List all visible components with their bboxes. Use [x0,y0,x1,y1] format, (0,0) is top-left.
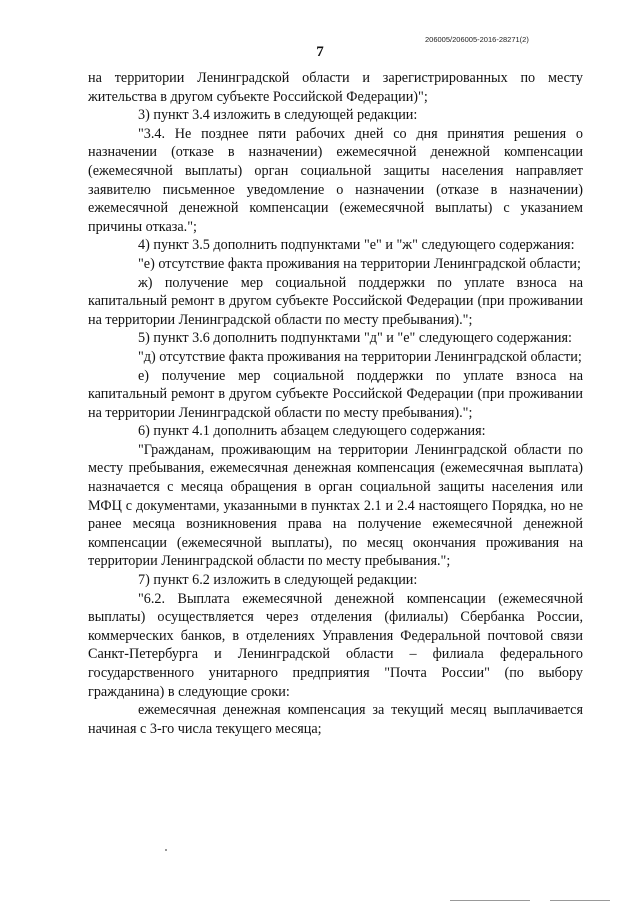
paragraph: 5) пункт 3.6 дополнить подпунктами "д" и "е" следующего содержания: [138,330,572,347]
paragraph: 4) пункт 3.5 дополнить подпунктами "е" и "ж" следующего содержания: [138,237,575,254]
scan-speck [165,849,167,851]
paragraph: "6.2. Выплата ежемесячной денежной компенсации (ежемесячной выплаты) осуществляется через отделения (филиалы) Сбербанка России, коммерческих банков, в отделениях Управления Федеральной почтовой связи Санкт-Петербурга и Ленинградской области – филиала федерального государственного унитарного предприятия "Почта России" (по выбору гражданина) в следующие сроки: [88,590,583,700]
paragraph: "3.4. Не позднее пяти рабочих дней со дня принятия решения о назначении (отказе в назначении) ежемесячной денежной компенсации (ежемесячной выплаты) орган социальной защиты населения направляет заявителю письменное уведомление о назначении (отказе в назначении) ежемесячной денежной компенсации (ежемесячной выплаты) с указанием причины отказа."; [88,125,583,235]
document-id: 206005/206005-2016-28271(2) [425,35,529,44]
paragraph: е) получение мер социальной поддержки по уплате взноса на капитальный ремонт в другом субъекте Российской Федерации (при проживании на территории Ленинградской области по месту пребывания)."; [88,367,583,421]
paragraph: ежемесячная денежная компенсация за текущий месяц выплачивается начиная с 3-го числа текущего месяца; [88,702,583,737]
paragraph: 7) пункт 6.2 изложить в следующей редакции: [138,572,418,589]
paragraph: "д) отсутствие факта проживания на территории Ленинградской области; [138,348,582,365]
footer-rule-right [550,900,610,901]
paragraph: ж) получение мер социальной поддержки по уплате взноса на капитальный ремонт в другом субъекте Российской Федерации (при проживании на территории Ленинградской области по месту пребывания)."; [88,274,583,328]
paragraph: 3) пункт 3.4 изложить в следующей редакции: [138,107,418,124]
document-body [88,69,583,738]
paragraph: "Гражданам, проживающим на территории Ленинградской области по месту пребывания, ежемесячная денежная компенсация (ежемесячная выплата) назначается с месяца обращения в орган социальной защиты населения или МФЦ с документами, указанными в пунктах 2.1 и 2.4 настоящего Порядка, но не ранее месяца возникновения права на получение ежемесячной денежной компенсации (ежемесячной выплаты), по месяц окончания проживания на территории Ленинградской области по месту пребывания."; [88,441,583,570]
page-number: 7 [316,44,324,60]
footer-rule-left [450,900,530,901]
paragraph: 6) пункт 4.1 дополнить абзацем следующего содержания: [138,423,486,440]
paragraph: "е) отсутствие факта проживания на территории Ленинградской области; [138,255,581,272]
paragraph: на территории Ленинградской области и зарегистрированных по месту жительства в другом субъекте Российской Федерации)"; [88,70,583,105]
